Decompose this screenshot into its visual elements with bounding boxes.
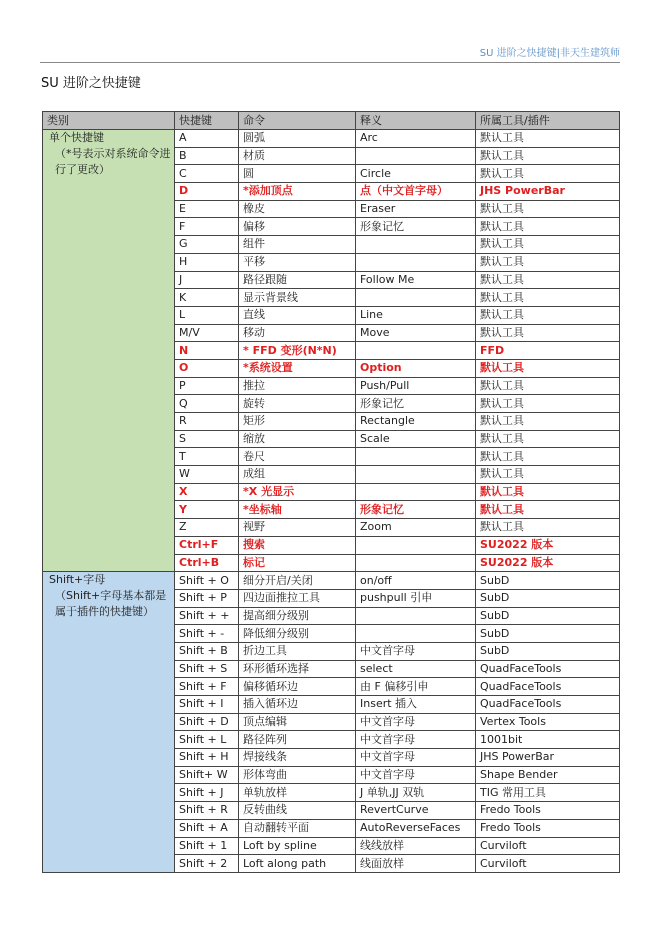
command-name: 偏移: [239, 218, 356, 236]
shortcut-key: Z: [175, 519, 239, 537]
tool-plugin: 默认工具: [476, 359, 620, 377]
tool-plugin: QuadFaceTools: [476, 660, 620, 678]
shortcut-key: Shift + S: [175, 660, 239, 678]
command-name: 推拉: [239, 377, 356, 395]
command-explanation: AutoReverseFaces: [356, 819, 476, 837]
tool-plugin: 默认工具: [476, 413, 620, 431]
command-name: 平移: [239, 253, 356, 271]
shortcut-key: R: [175, 413, 239, 431]
command-explanation: Option: [356, 359, 476, 377]
tool-plugin: TIG 常用工具: [476, 784, 620, 802]
tool-plugin: 默认工具: [476, 483, 620, 501]
command-name: 路径跟随: [239, 271, 356, 289]
shortcut-key: K: [175, 289, 239, 307]
command-name: 缩放: [239, 430, 356, 448]
shortcut-key: F: [175, 218, 239, 236]
command-explanation: [356, 236, 476, 254]
tool-plugin: SubD: [476, 642, 620, 660]
tool-plugin: 默认工具: [476, 289, 620, 307]
tool-plugin: 默认工具: [476, 466, 620, 484]
column-header: 命令: [239, 112, 356, 130]
command-explanation: 中文首字母: [356, 766, 476, 784]
tool-plugin: 默认工具: [476, 324, 620, 342]
command-name: 移动: [239, 324, 356, 342]
command-explanation: Move: [356, 324, 476, 342]
command-explanation: [356, 607, 476, 625]
tool-plugin: Curviloft: [476, 837, 620, 855]
command-name: 焊接线条: [239, 749, 356, 767]
command-explanation: [356, 342, 476, 360]
command-explanation: 中文首字母: [356, 749, 476, 767]
command-name: 显示背景线: [239, 289, 356, 307]
category-note: （*号表示对系统命令进行了更改）: [55, 147, 171, 176]
tool-plugin: 默认工具: [476, 519, 620, 537]
shortcut-key: Shift + 2: [175, 855, 239, 873]
tool-plugin: Fredo Tools: [476, 819, 620, 837]
command-name: * FFD 变形(N*N): [239, 342, 356, 360]
command-explanation: 中文首字母: [356, 731, 476, 749]
shortcut-key: Shift + P: [175, 589, 239, 607]
shortcut-key: Shift + R: [175, 802, 239, 820]
command-name: 折边工具: [239, 642, 356, 660]
tool-plugin: 默认工具: [476, 200, 620, 218]
command-name: 偏移循环边: [239, 678, 356, 696]
command-explanation: 形象记忆: [356, 395, 476, 413]
shortcut-key: Q: [175, 395, 239, 413]
category-label: 单个快捷键: [49, 131, 104, 144]
shortcut-key: Shift + A: [175, 819, 239, 837]
column-header: 所属工具/插件: [476, 112, 620, 130]
tool-plugin: 默认工具: [476, 377, 620, 395]
command-explanation: Rectangle: [356, 413, 476, 431]
shortcut-key: Shift + B: [175, 642, 239, 660]
tool-plugin: 默认工具: [476, 430, 620, 448]
command-name: *坐标轴: [239, 501, 356, 519]
command-name: 成组: [239, 466, 356, 484]
command-explanation: Insert 插入: [356, 696, 476, 714]
command-explanation: Circle: [356, 165, 476, 183]
shortcut-key: Shift + 1: [175, 837, 239, 855]
running-title: SU 进阶之快捷键|非天生建筑师: [479, 48, 620, 59]
command-name: 环形循环选择: [239, 660, 356, 678]
command-name: *系统设置: [239, 359, 356, 377]
command-name: 直线: [239, 306, 356, 324]
tool-plugin: SU2022 版本: [476, 554, 620, 572]
tool-plugin: SubD: [476, 589, 620, 607]
tool-plugin: 1001bit: [476, 731, 620, 749]
tool-plugin: SU2022 版本: [476, 536, 620, 554]
command-name: 反转曲线: [239, 802, 356, 820]
shortcut-key: B: [175, 147, 239, 165]
shortcut-key: G: [175, 236, 239, 254]
command-explanation: on/off: [356, 572, 476, 590]
shortcut-key: Y: [175, 501, 239, 519]
shortcut-key: C: [175, 165, 239, 183]
table-row: [43, 130, 620, 148]
shortcut-key: Shift + F: [175, 678, 239, 696]
shortcut-key: Ctrl+B: [175, 554, 239, 572]
tool-plugin: SubD: [476, 572, 620, 590]
command-explanation: 中文首字母: [356, 713, 476, 731]
tool-plugin: Curviloft: [476, 855, 620, 873]
table-header-row: [43, 112, 620, 130]
command-explanation: J 单轨,JJ 双轨: [356, 784, 476, 802]
command-name: 降低细分级别: [239, 625, 356, 643]
command-name: 插入循环边: [239, 696, 356, 714]
command-explanation: pushpull 引申: [356, 589, 476, 607]
command-explanation: [356, 466, 476, 484]
shortcut-key: T: [175, 448, 239, 466]
tool-plugin: FFD: [476, 342, 620, 360]
command-explanation: Scale: [356, 430, 476, 448]
command-name: 圆: [239, 165, 356, 183]
command-name: 自动翻转平面: [239, 819, 356, 837]
column-header: 释义: [356, 112, 476, 130]
shortcut-key: Shift + O: [175, 572, 239, 590]
tool-plugin: 默认工具: [476, 501, 620, 519]
shortcut-key: M/V: [175, 324, 239, 342]
tool-plugin: 默认工具: [476, 147, 620, 165]
shortcut-key: Shift + I: [175, 696, 239, 714]
command-explanation: [356, 253, 476, 271]
command-name: 提高细分级别: [239, 607, 356, 625]
tool-plugin: SubD: [476, 607, 620, 625]
shortcut-key: N: [175, 342, 239, 360]
command-name: *X 光显示: [239, 483, 356, 501]
tool-plugin: JHS PowerBar: [476, 749, 620, 767]
command-explanation: Follow Me: [356, 271, 476, 289]
command-name: 搜索: [239, 536, 356, 554]
shortcut-key: X: [175, 483, 239, 501]
command-name: 橡皮: [239, 200, 356, 218]
category-cell: [43, 572, 175, 873]
running-header: [40, 44, 620, 63]
command-explanation: 形象记忆: [356, 218, 476, 236]
tool-plugin: SubD: [476, 625, 620, 643]
shortcut-key: W: [175, 466, 239, 484]
command-explanation: Line: [356, 306, 476, 324]
shortcut-key: E: [175, 200, 239, 218]
command-explanation: [356, 536, 476, 554]
shortcut-table: [42, 111, 620, 873]
command-explanation: Arc: [356, 130, 476, 148]
command-explanation: [356, 448, 476, 466]
command-explanation: 形象记忆: [356, 501, 476, 519]
shortcut-key: D: [175, 183, 239, 201]
command-explanation: [356, 554, 476, 572]
tool-plugin: 默认工具: [476, 271, 620, 289]
command-name: 卷尺: [239, 448, 356, 466]
shortcut-key: Shift + L: [175, 731, 239, 749]
shortcut-key: S: [175, 430, 239, 448]
shortcut-key: Shift + -: [175, 625, 239, 643]
command-explanation: 线面放样: [356, 855, 476, 873]
tool-plugin: 默认工具: [476, 236, 620, 254]
command-explanation: select: [356, 660, 476, 678]
command-name: 组件: [239, 236, 356, 254]
shortcut-key: Shift + J: [175, 784, 239, 802]
command-explanation: [356, 483, 476, 501]
page-title: SU 进阶之快捷键: [41, 76, 141, 91]
command-explanation: [356, 147, 476, 165]
command-name: Loft along path: [239, 855, 356, 873]
shortcut-key: Shift+ W: [175, 766, 239, 784]
tool-plugin: Fredo Tools: [476, 802, 620, 820]
command-explanation: 由 F 偏移引申: [356, 678, 476, 696]
column-header: 快捷键: [175, 112, 239, 130]
tool-plugin: Shape Bender: [476, 766, 620, 784]
tool-plugin: 默认工具: [476, 306, 620, 324]
shortcut-key: J: [175, 271, 239, 289]
tool-plugin: 默认工具: [476, 448, 620, 466]
tool-plugin: 默认工具: [476, 165, 620, 183]
command-name: 视野: [239, 519, 356, 537]
command-explanation: RevertCurve: [356, 802, 476, 820]
shortcut-key: A: [175, 130, 239, 148]
command-name: 旋转: [239, 395, 356, 413]
tool-plugin: QuadFaceTools: [476, 696, 620, 714]
table-row: [43, 572, 620, 590]
tool-plugin: 默认工具: [476, 395, 620, 413]
command-explanation: [356, 625, 476, 643]
command-name: Loft by spline: [239, 837, 356, 855]
category-cell: [43, 130, 175, 572]
command-name: 细分开启/关闭: [239, 572, 356, 590]
category-note: （Shift+字母基本都是属于插件的快捷键）: [55, 589, 167, 619]
command-name: 单轨放样: [239, 784, 356, 802]
command-name: 形体弯曲: [239, 766, 356, 784]
command-name: 矩形: [239, 413, 356, 431]
command-explanation: Push/Pull: [356, 377, 476, 395]
command-name: 标记: [239, 554, 356, 572]
category-label: Shift+字母: [49, 573, 106, 587]
command-explanation: Eraser: [356, 200, 476, 218]
shortcut-key: P: [175, 377, 239, 395]
shortcut-key: O: [175, 359, 239, 377]
command-name: 材质: [239, 147, 356, 165]
tool-plugin: QuadFaceTools: [476, 678, 620, 696]
column-header: 类别: [43, 112, 175, 130]
tool-plugin: 默认工具: [476, 130, 620, 148]
command-explanation: [356, 289, 476, 307]
command-name: *添加顶点: [239, 183, 356, 201]
command-name: 顶点编辑: [239, 713, 356, 731]
command-explanation: 点（中文首字母）: [356, 183, 476, 201]
tool-plugin: Vertex Tools: [476, 713, 620, 731]
shortcut-key: Shift + H: [175, 749, 239, 767]
shortcut-key: Ctrl+F: [175, 536, 239, 554]
shortcut-key: H: [175, 253, 239, 271]
command-name: 路径阵列: [239, 731, 356, 749]
command-explanation: 线线放样: [356, 837, 476, 855]
tool-plugin: 默认工具: [476, 253, 620, 271]
shortcut-key: L: [175, 306, 239, 324]
command-name: 圆弧: [239, 130, 356, 148]
shortcut-key: Shift + +: [175, 607, 239, 625]
command-explanation: Zoom: [356, 519, 476, 537]
command-explanation: 中文首字母: [356, 642, 476, 660]
command-name: 四边面推拉工具: [239, 589, 356, 607]
shortcut-key: Shift + D: [175, 713, 239, 731]
tool-plugin: 默认工具: [476, 218, 620, 236]
tool-plugin: JHS PowerBar: [476, 183, 620, 201]
